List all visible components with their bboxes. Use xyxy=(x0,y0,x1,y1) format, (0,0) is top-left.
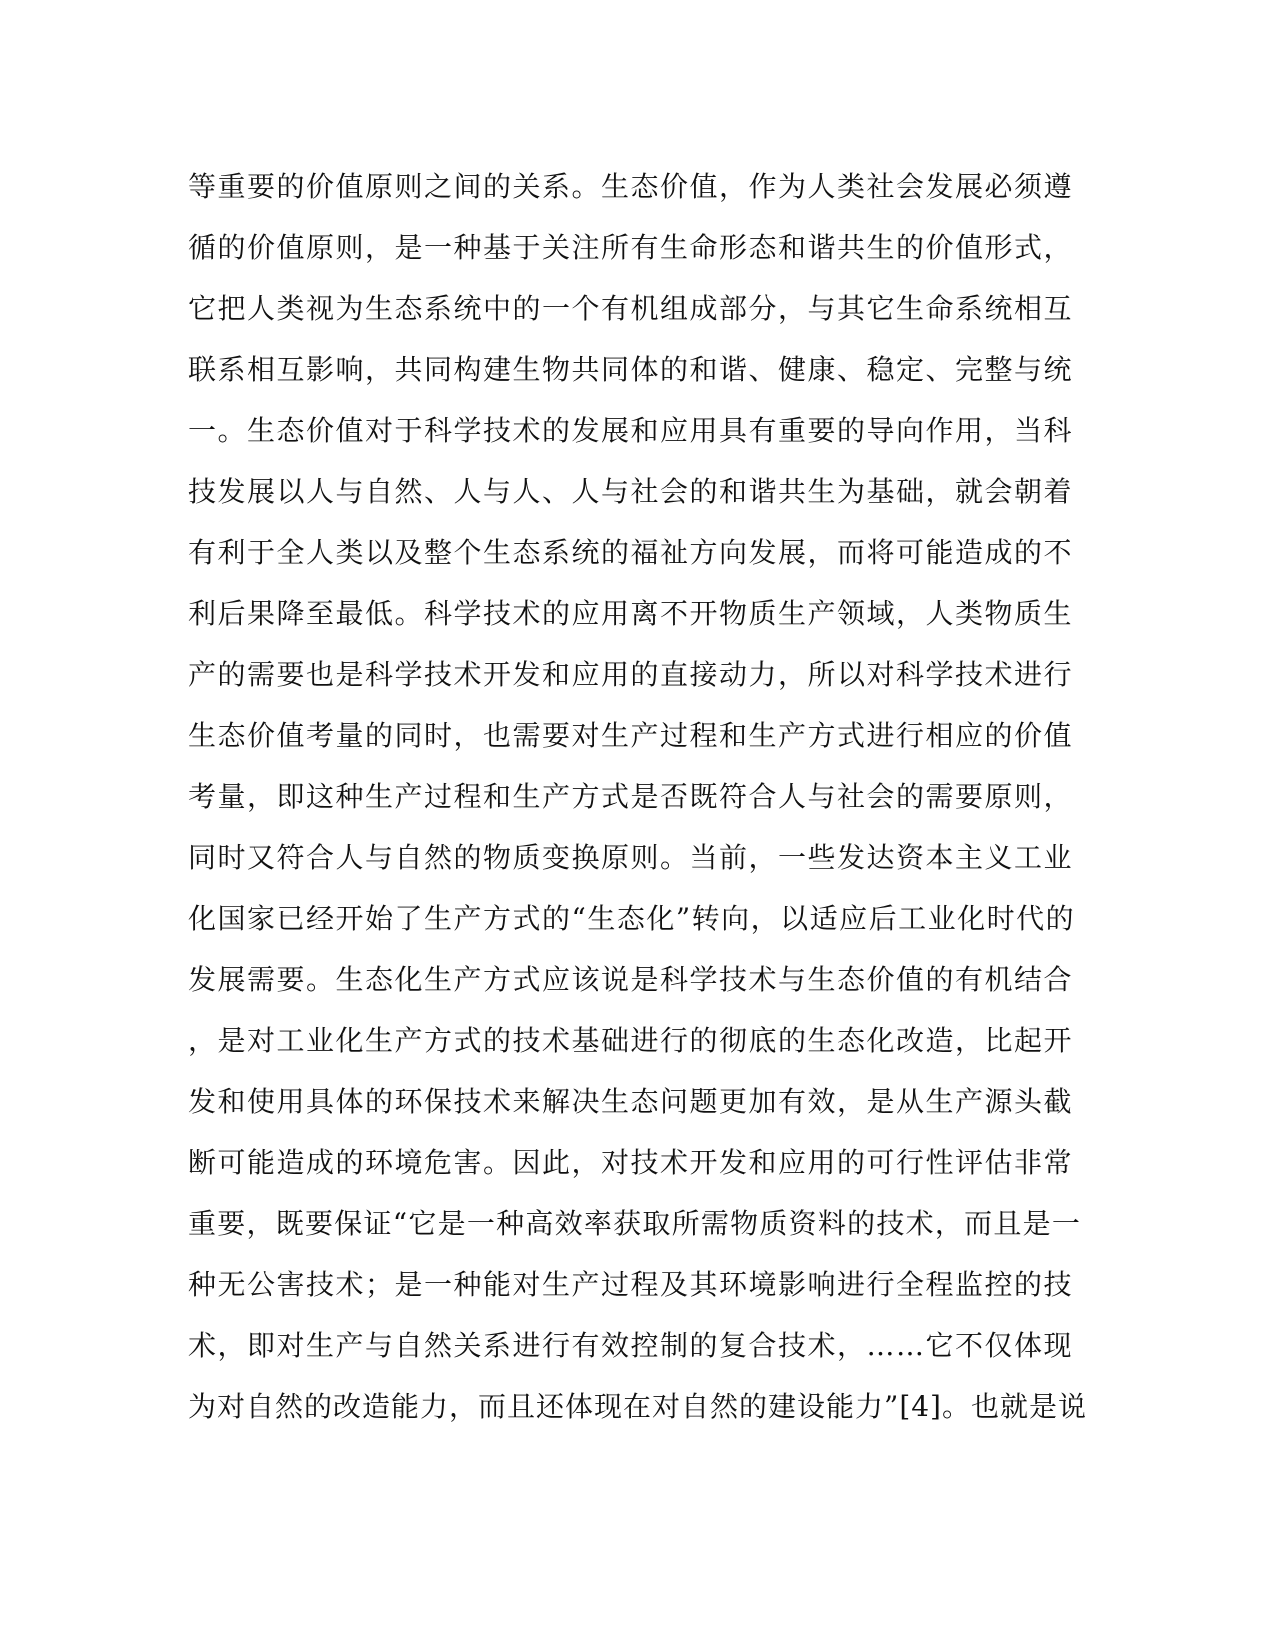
text-line: 等重要的价值原则之间的关系。生态价值，作为人类社会发展必须遵 xyxy=(188,170,1074,203)
text-line: 产的需要也是科学技术开发和应用的直接动力，所以对科学技术进行 xyxy=(188,658,1074,691)
text-line: 种无公害技术；是一种能对生产过程及其环境影响进行全程监控的技 xyxy=(188,1268,1074,1301)
text-line: 断可能造成的环境危害。因此，对技术开发和应用的可行性评估非常 xyxy=(188,1146,1074,1179)
text-line: 考量，即这种生产过程和生产方式是否既符合人与社会的需要原则， xyxy=(188,780,1074,813)
text-line: 它把人类视为生态系统中的一个有机组成部分，与其它生命系统相互 xyxy=(188,292,1074,325)
text-line: ，是对工业化生产方式的技术基础进行的彻底的生态化改造，比起开 xyxy=(188,1024,1074,1057)
body-paragraph xyxy=(188,165,1088,1446)
text-line: 化国家已经开始了生产方式的“生态化”转向，以适应后工业化时代的 xyxy=(188,902,1076,935)
text-line: 有利于全人类以及整个生态系统的福祉方向发展，而将可能造成的不 xyxy=(188,536,1074,569)
text-line: 发展需要。生态化生产方式应该说是科学技术与生态价值的有机结合 xyxy=(188,963,1074,996)
text-line: 重要，既要保证“它是一种高效率获取所需物质资料的技术，而且是一 xyxy=(188,1207,1082,1240)
text-line: 一。生态价值对于科学技术的发展和应用具有重要的导向作用，当科 xyxy=(188,414,1074,447)
text-line: 为对自然的改造能力，而且还体现在对自然的建设能力”[4]。也就是说 xyxy=(188,1390,1087,1423)
text-line: 生态价值考量的同时，也需要对生产过程和生产方式进行相应的价值 xyxy=(188,719,1074,752)
text-line: 联系相互影响，共同构建生物共同体的和谐、健康、稳定、完整与统 xyxy=(188,353,1074,386)
text-line: 技发展以人与自然、人与人、人与社会的和谐共生为基础，就会朝着 xyxy=(188,475,1074,508)
text-line: 循的价值原则，是一种基于关注所有生命形态和谐共生的价值形式， xyxy=(188,231,1074,264)
text-line: 同时又符合人与自然的物质变换原则。当前，一些发达资本主义工业 xyxy=(188,841,1074,874)
text-line: 发和使用具体的环保技术来解决生态问题更加有效，是从生产源头截 xyxy=(188,1085,1074,1118)
text-line: 利后果降至最低。科学技术的应用离不开物质生产领域，人类物质生 xyxy=(188,597,1074,630)
text-line: 术，即对生产与自然关系进行有效控制的复合技术，……它不仅体现 xyxy=(188,1329,1074,1362)
